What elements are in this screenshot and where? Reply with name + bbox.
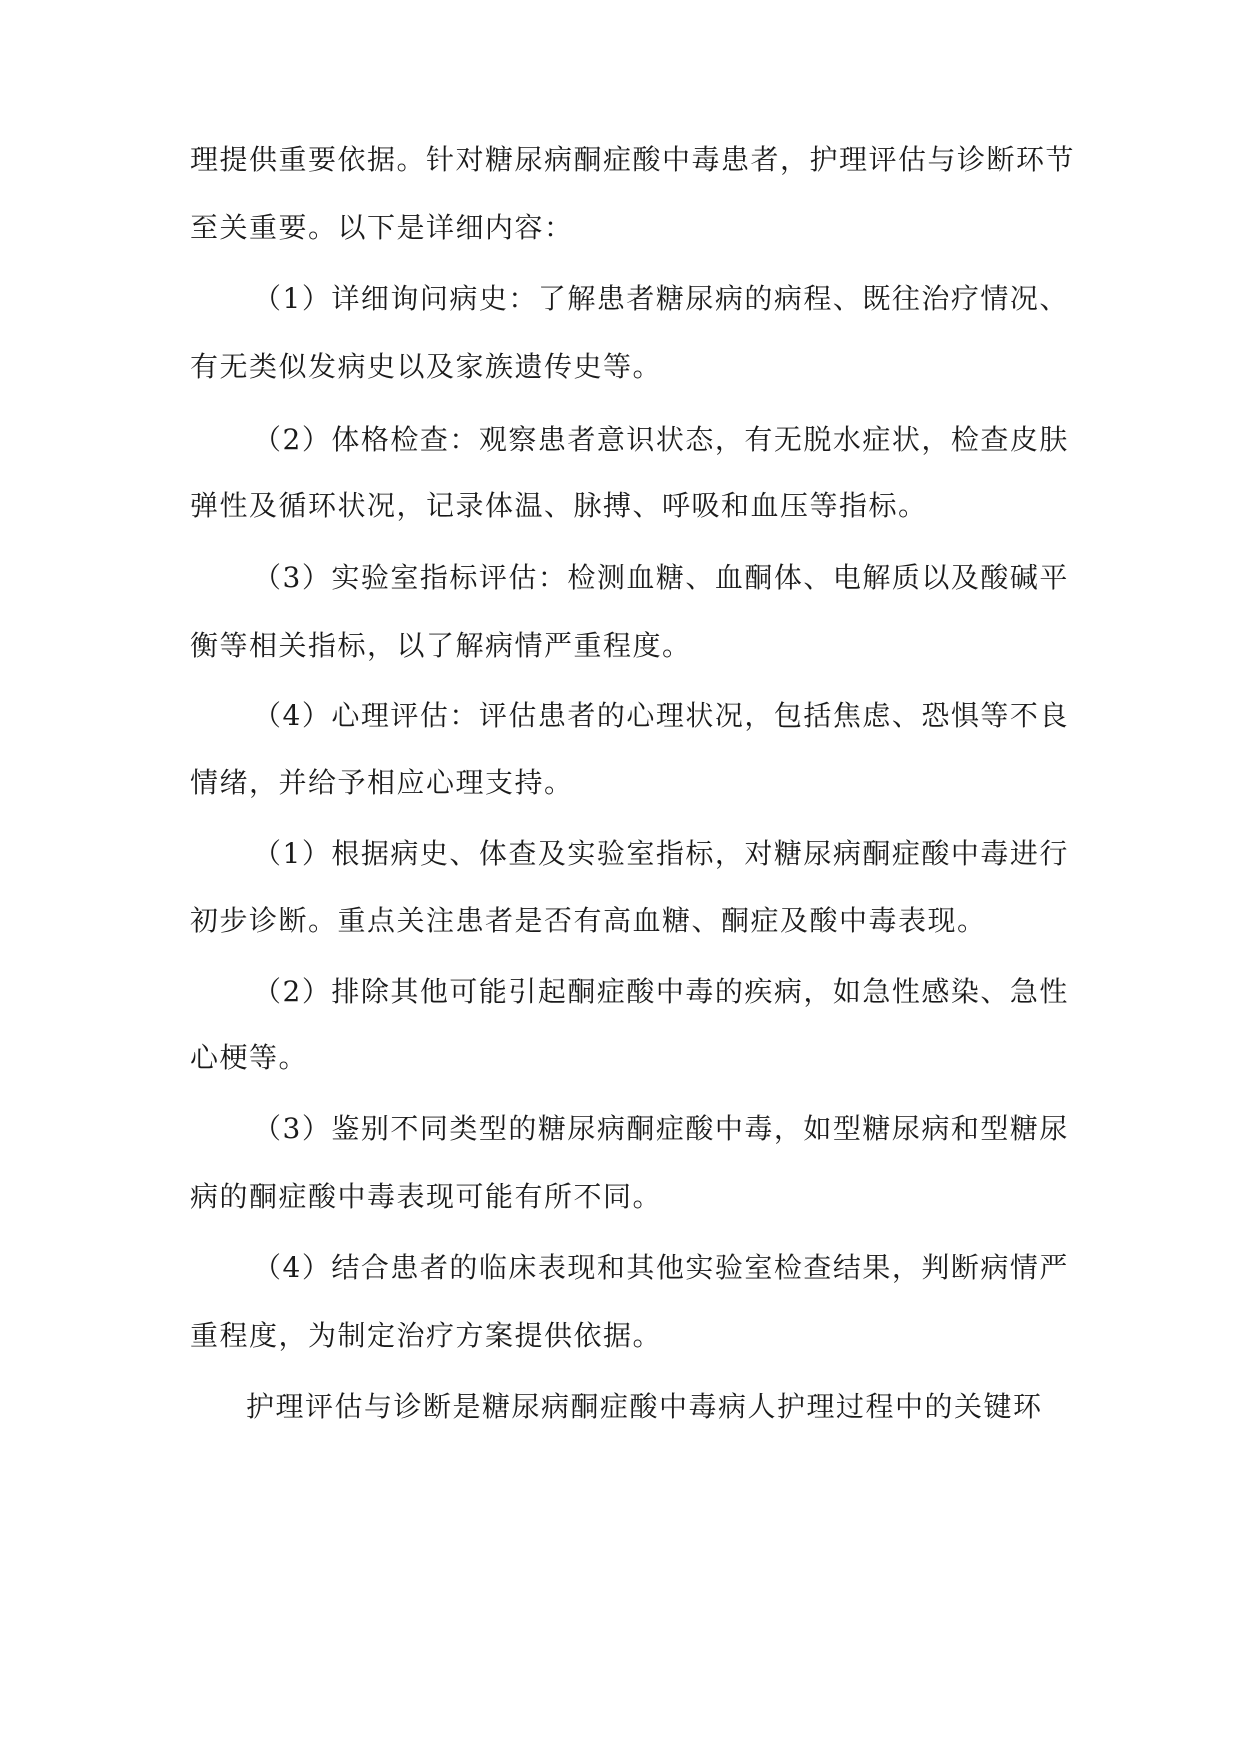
text-line: （3）实验室指标评估：检测血糖、血酮体、电解质以及酸碱平 [253,561,1069,594]
text-line: （1）根据病史、体查及实验室指标，对糖尿病酮症酸中毒进行 [253,837,1069,870]
text-line: 至关重要。以下是详细内容： [190,211,574,244]
text-line: （2）排除其他可能引起酮症酸中毒的疾病，如急性感染、急性 [253,975,1069,1008]
text-line: （4）心理评估：评估患者的心理状况，包括焦虑、恐惧等不良 [253,699,1069,732]
text-line: （1）详细询问病史：了解患者糖尿病的病程、既往治疗情况、 [253,282,1069,315]
text-line: （4）结合患者的临床表现和其他实验室检查结果，判断病情严 [253,1251,1069,1284]
text-line: 病的酮症酸中毒表现可能有所不同。 [190,1180,663,1213]
text-line: 护理评估与诊断是糖尿病酮症酸中毒病人护理过程中的关键环 [246,1390,1043,1423]
text-line: （3）鉴别不同类型的糖尿病酮症酸中毒，如型糖尿病和型糖尿 [253,1112,1069,1145]
text-line: （2）体格检查：观察患者意识状态，有无脱水症状，检查皮肤 [253,423,1069,456]
text-line: 弹性及循环状况，记录体温、脉搏、呼吸和血压等指标。 [190,489,928,522]
text-line: 理提供重要依据。针对糖尿病酮症酸中毒患者，护理评估与诊断环节 [190,143,1076,176]
text-line: 心梗等。 [190,1041,309,1074]
text-line: 重程度，为制定治疗方案提供依据。 [190,1319,663,1352]
text-line: 有无类似发病史以及家族遗传史等。 [190,350,663,383]
text-line: 初步诊断。重点关注患者是否有高血糖、酮症及酸中毒表现。 [190,904,987,937]
text-line: 衡等相关指标，以了解病情严重程度。 [190,629,692,662]
text-line: 情绪，并给予相应心理支持。 [190,766,574,799]
